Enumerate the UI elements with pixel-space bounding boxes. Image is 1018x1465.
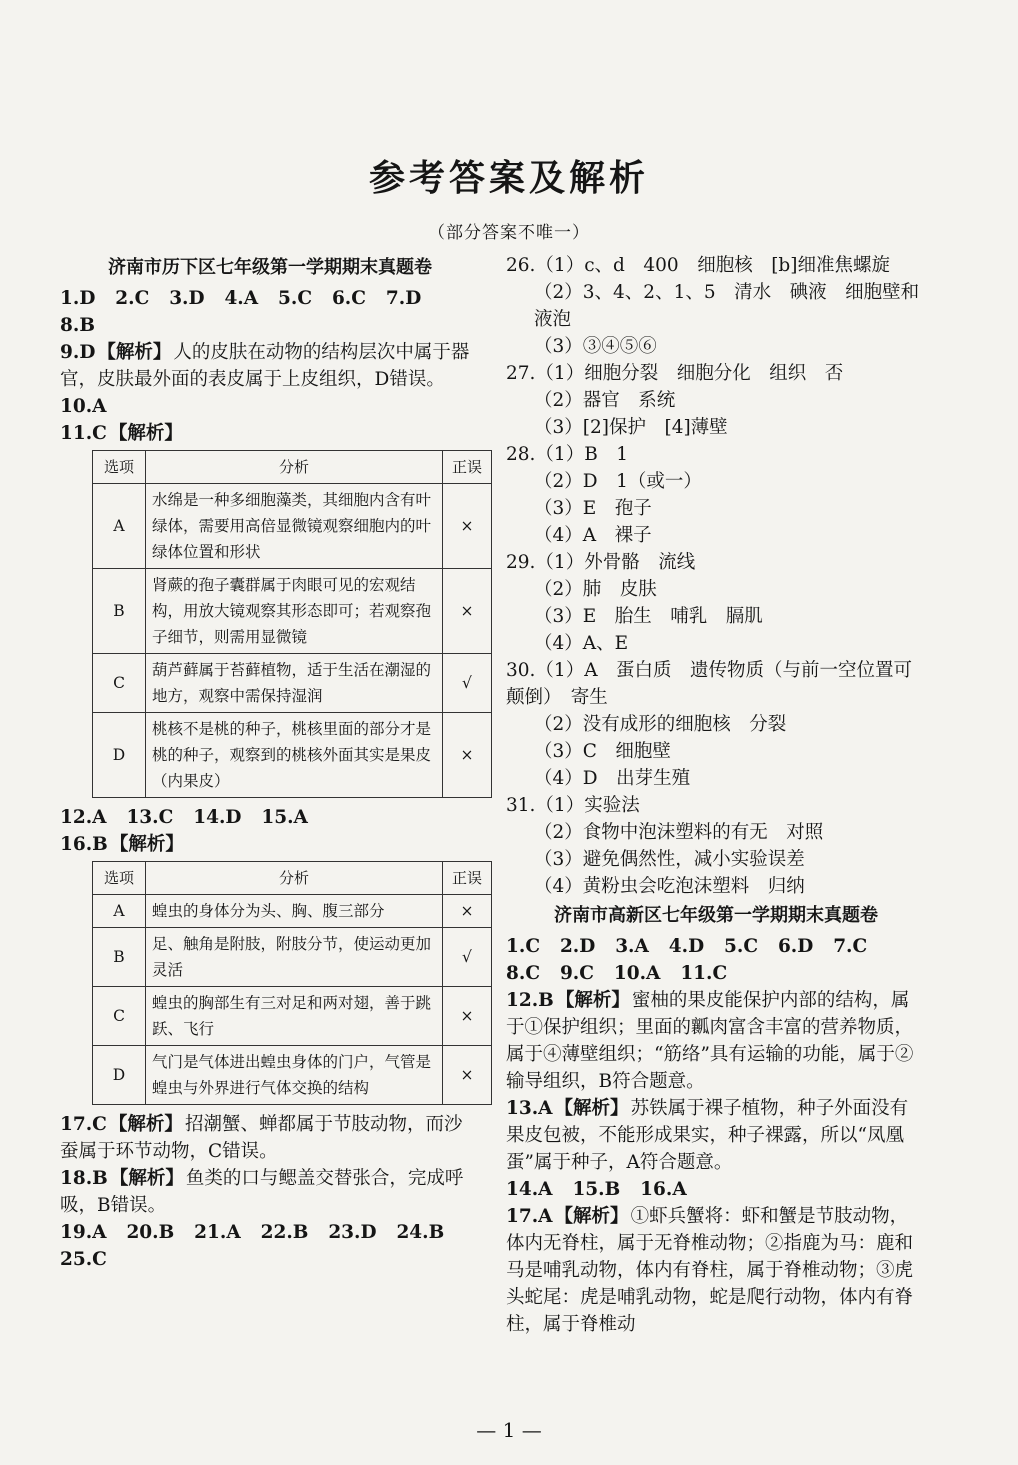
answer-q27: 27.（1）细胞分裂 细胞分化 组织 否 （2）器官 系统 （3）[2]保护 [4]薄壁: [506, 363, 844, 438]
answer: 1.D: [60, 288, 96, 309]
answer-row: 11.C 【解析】: [60, 423, 183, 444]
page-subtitle: （部分答案不唯一）: [428, 223, 590, 243]
answer: 25.C: [60, 1249, 107, 1270]
table-row: B 足、触角是附肢，附肢分节，使运动更加灵活 √: [93, 928, 492, 987]
answer-q26: 26.（1）c、d 400 细胞核 [b]细准焦螺旋 （2）3、4、2、1、5 清水 碘液 细胞壁和液泡 （3）③④⑤⑥: [506, 255, 920, 357]
page-title: 参考答案及解析: [368, 157, 649, 199]
answer: 22.B: [260, 1222, 309, 1243]
table-row: B 肾蕨的孢子囊群属于肉眼可见的宏观结构，用放大镜观察其形态即可；若观察孢子细节，则需用显微镜 ×: [93, 569, 492, 654]
answer: 20.B: [126, 1222, 175, 1243]
answer-row: [60, 1219, 480, 1246]
answer: 14.A: [506, 1179, 553, 1200]
analysis-table-q16: 选项 分析 正误 A 蝗虫的身体分为头、胸、腹三部分 × B 足、触角是附肢，附肢分节，使运动更加灵活 √ C 蝗虫的胸部生有三对足和两对翅，善于跳跃、飞行 × D 气门是气体进出蝗虫身体的门户，气管是蝗虫与外界进行气体交换的结构 ×: [92, 861, 492, 1105]
answer: 10.A: [613, 963, 661, 984]
page-number: — 1 —: [476, 1418, 542, 1442]
answer: 8.C: [506, 963, 541, 984]
answer: 15.B: [572, 1179, 621, 1200]
answer: 14.D: [193, 807, 242, 828]
answer: 5.C: [724, 936, 759, 957]
answer: 9.C: [559, 963, 594, 984]
answer: 8.B: [60, 315, 95, 336]
answer: 6.D: [777, 936, 814, 957]
answer-row: [506, 933, 926, 960]
table-row: C 葫芦藓属于苔藓植物，适于生活在潮湿的地方，观察中需保持湿润 √: [93, 654, 492, 713]
answer: 2.C: [115, 288, 150, 309]
explanation-q12: 12.B 【解析】 蜜柚的果皮能保护内部的结构，属于①保护组织；里面的瓤肉富含丰富的营养物质，属于④薄壁组织；“筋络”具有运输的功能，属于②输导组织，B符合题意。: [506, 990, 914, 1092]
answer: 4.A: [224, 288, 259, 309]
answer-row: [506, 1176, 926, 1203]
answer: 24.B: [396, 1222, 445, 1243]
answer-row: [506, 960, 926, 987]
right-column: [506, 252, 926, 1338]
answer-q31: 31.（1）实验法 （2）食物中泡沫塑料的有无 对照 （3）避免偶然性，减小实验误差 （4）黄粉虫会吃泡沫塑料 归纳: [506, 795, 824, 897]
table-row: D 桃核不是桃的种子，桃核里面的部分才是桃的种子，观察到的桃核外面其实是果皮（内果皮） ×: [93, 713, 492, 798]
explanation-q9: 9.D 【解析】 人的皮肤在动物的结构层次中属于器官，皮肤最外面的表皮属于上皮组织，D错误。: [60, 342, 470, 390]
section-title-lixia: 济南市历下区七年级第一学期期末真题卷: [108, 257, 432, 278]
answer: 19.A: [60, 1222, 107, 1243]
answer: 12.A: [60, 807, 107, 828]
answer: 3.A: [615, 936, 649, 957]
answer: 15.A: [261, 807, 308, 828]
answer-q28: 28.（1）B 1 （2）D 1（或一） （3）E 孢子 （4）A 裸子: [506, 444, 702, 546]
table-row: D 气门是气体进出蝗虫身体的门户，气管是蝗虫与外界进行气体交换的结构 ×: [93, 1046, 492, 1105]
analysis-table-q11: 选项 分析 正误 A 水绵是一种多细胞藻类，其细胞内含有叶绿体，需要用高倍显微镜观察细胞内的叶绿体位置和形状 × B 肾蕨的孢子囊群属于肉眼可见的宏观结构，用放大镜观察其形态即可；若观察孢子细节，则需用显微镜 × C 葫芦藓属于苔藓植物，适于生活在潮湿的地方，观察中需保持湿润 √ D 桃核不是桃的种子，桃核里面的部分才是桃的种子，观察到的桃核外面其实是果皮（内果皮） ×: [92, 450, 492, 798]
left-column: [60, 252, 480, 1273]
answer: 13.C: [126, 807, 174, 828]
answer: 2.D: [559, 936, 596, 957]
answer-row: [60, 804, 480, 831]
answer-row: [60, 312, 480, 339]
answer-row: 16.B 【解析】: [60, 834, 184, 855]
answer: 5.C: [278, 288, 313, 309]
answer: 10.A: [60, 396, 107, 417]
answer: 3.D: [169, 288, 205, 309]
answer: 1.C: [506, 936, 541, 957]
section-title-gaoxin: 济南市高新区七年级第一学期期末真题卷: [554, 905, 878, 926]
answer-row: [60, 393, 480, 420]
explanation-q17: 17.C 【解析】 招潮蟹、蝉都属于节肢动物，而沙蚕属于环节动物，C错误。: [60, 1114, 463, 1162]
answer: 21.A: [194, 1222, 241, 1243]
explanation-q17-gaoxin: 17.A 【解析】 ①虾兵蟹将：虾和蟹是节肢动物，体内无脊柱，属于无脊椎动物；②指鹿为马：鹿和马是哺乳动物，体内有脊柱，属于脊椎动物；③虎头蛇尾：虎是哺乳动物，蛇是爬行动物，体内有脊柱，属于脊椎动: [506, 1206, 914, 1335]
table-row: C 蝗虫的胸部生有三对足和两对翅，善于跳跃、飞行 ×: [93, 987, 492, 1046]
answer: 23.D: [328, 1222, 377, 1243]
answer-q29: 29.（1）外骨骼 流线 （2）肺 皮肤 （3）E 胎生 哺乳 膈肌 （4）A、E: [506, 552, 763, 654]
answer: 16.A: [640, 1179, 687, 1200]
explanation-q18: 18.B 【解析】 鱼类的口与鳃盖交替张合，完成呼吸，B错误。: [60, 1168, 464, 1216]
answer: 6.C: [331, 288, 366, 309]
table-row: A 蝗虫的身体分为头、胸、腹三部分 ×: [93, 895, 492, 928]
answer-row: [60, 285, 480, 312]
explanation-q13: 13.A 【解析】 苏铁属于裸子植物，种子外面没有果皮包被，不能形成果实，种子裸露，所以“凤凰蛋”属于种子，A符合题意。: [506, 1098, 909, 1173]
answer: 7.D: [385, 288, 422, 309]
answer-row: [60, 1246, 480, 1273]
answer: 11.C: [680, 963, 728, 984]
table-row: A 水绵是一种多细胞藻类，其细胞内含有叶绿体，需要用高倍显微镜观察细胞内的叶绿体位置和形状 ×: [93, 484, 492, 569]
answer: 7.C: [833, 936, 868, 957]
answer-q30: 30.（1）A 蛋白质 遗传物质（与前一空位置可颠倒） 寄生 （2）没有成形的细胞核 分裂 （3）C 细胞壁 （4）D 出芽生殖: [506, 660, 913, 789]
answer: 4.D: [668, 936, 705, 957]
